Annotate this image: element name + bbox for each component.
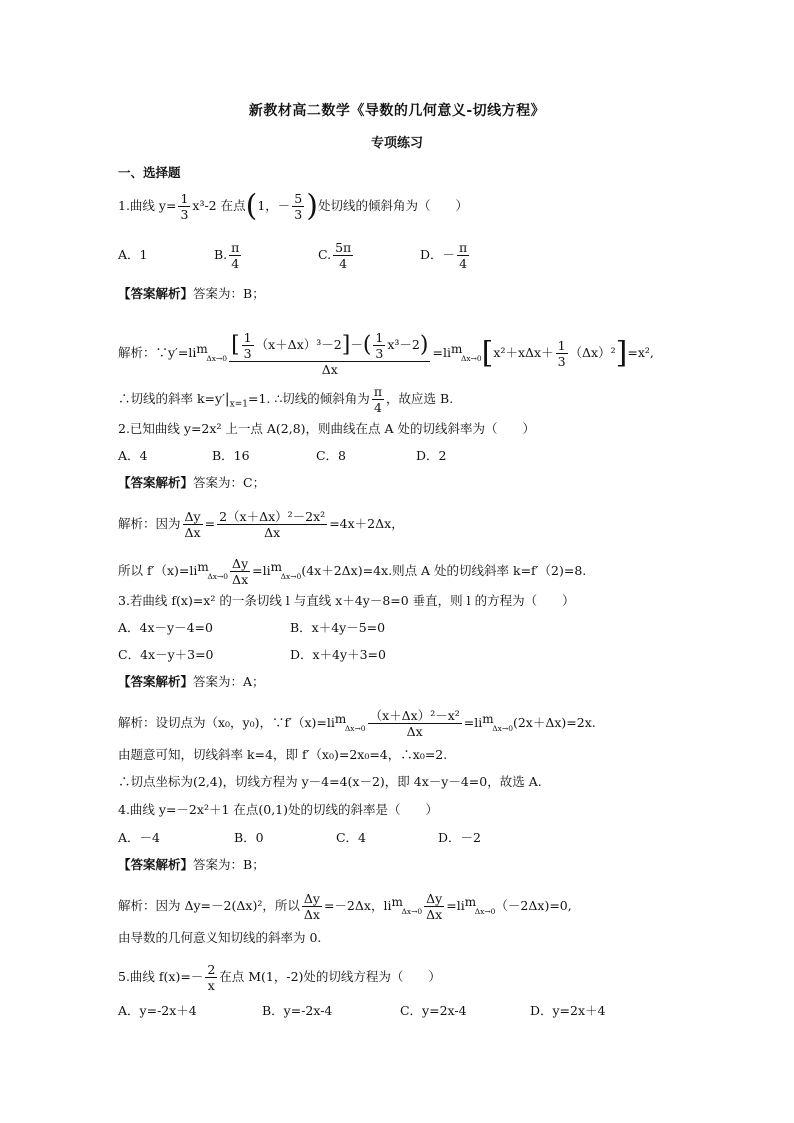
q3-solution-2: 由题意可知，切线斜率 k=4，即 f′（x₀)=2x₀=4，∴x₀=2. <box>118 747 448 762</box>
section-heading: 一、选择题 <box>118 165 181 180</box>
question-5-stem: 5.曲线 f(x)=－ $\frac{2}{x}$ 在点 M(1，-2)处的切线方程为（ ） <box>118 962 441 993</box>
q1-pt: 1，－ <box>257 198 291 213</box>
q4-solution-2: 由导数的几何意义知切线的斜率为 0. <box>118 930 322 945</box>
q1-pre: 1.曲线 y= <box>118 198 177 213</box>
question-1-stem: 1.曲线 y= $\frac{1}{3}$ x³-2 在点(1，－ $\frac{5}{3}$ )处切线的倾斜角为（ ） <box>118 188 468 224</box>
q2-option-c: C．8 <box>315 448 346 463</box>
q1-option-a: A．1 <box>118 247 148 262</box>
q2-option-b: B．16 <box>211 448 250 463</box>
question-3-stem: 3.若曲线 f(x)=x² 的一条切线 l 与直线 x＋4y－8=0 垂直，则 l 的方程为（ ） <box>118 593 575 608</box>
q2-option-d: D．2 <box>415 448 447 463</box>
q4-answer: 【答案解析】答案为：B； <box>118 857 265 872</box>
q1-pt-frac: $\frac{5}{3}$ <box>294 191 303 222</box>
document-title: 新教材高二数学《导数的几何意义-切线方程》 <box>248 103 546 119</box>
q1-solution: 解析：∵y′=lim Δx→0 [ $\frac{1}{3}$ （x＋Δx）³－2]－( $\frac{1}{3}$ x³－2) Δx =lim Δx→0 [x²＋xΔx＋ $\frac{1}{3}$ （Δx）²]=x², <box>118 330 654 377</box>
q2-solution: 解析：因为 $\frac{\Delta y}{\Delta x}$ = $\frac{\text{2（x＋Δx）²－2x²}}{\Delta x}$ =4x＋2Δx， <box>118 509 404 540</box>
question-3-options-row2 <box>118 646 386 664</box>
q1-mid: x³-2 在点 <box>192 198 246 213</box>
q4-option-c: C．4 <box>335 830 366 845</box>
q3-answer: 【答案解析】答案为：A； <box>118 674 265 689</box>
q2-answer: 【答案解析】答案为：C； <box>118 475 266 490</box>
q2-option-a: A．4 <box>118 448 148 463</box>
document-subtitle: 专项练习 <box>370 136 423 151</box>
q5-option-d: D．y=2x＋4 <box>529 1003 606 1018</box>
question-5-options <box>118 1002 605 1020</box>
q3-option-b: B．x＋4y－5=0 <box>289 620 386 635</box>
question-4-options <box>118 829 481 847</box>
q1-option-d: D．－ $\frac{\pi}{4}$ <box>419 240 468 271</box>
question-2-stem: 2.已知曲线 y=2x² 上一点 A(2,8)，则曲线在点 A 处的切线斜率为（ ） <box>118 421 536 436</box>
q2-solution-2: 所以 f′（x)=lim Δx→0 $\frac{\Delta y}{\Delta x}$ =lim Δx→0 (4x＋2Δx)=4x.则点 A 处的切线斜率 k=f′（2)=8. <box>118 556 587 587</box>
question-1-options <box>118 240 471 271</box>
q3-option-a: A．4x－y－4=0 <box>118 620 213 635</box>
q3-option-d: D．x＋4y＋3=0 <box>289 647 386 662</box>
q1-frac: $\frac{1}{3}$ <box>180 191 189 222</box>
question-3-options-row1 <box>118 619 385 637</box>
q3-solution: 解析：设切点为（x₀，y₀)，∵f′（x)=lim Δx→0 $\frac{\text{（x＋Δx）²－x²}}{\Delta x}$ =lim Δx→0 (2x＋Δx)=2x. <box>118 708 596 739</box>
q4-option-d: D．－2 <box>437 830 481 845</box>
question-2-options <box>118 447 446 465</box>
q4-option-b: B．0 <box>233 830 264 845</box>
q1-slope-line: ∴切线的斜率 $k=y'|_{x=1}=1$. ∴切线的倾斜角为 $\frac{\pi}{4}$ ，故应选 B. <box>118 384 454 415</box>
q1-answer: 【答案解析】答案为：B； <box>118 286 265 301</box>
q3-solution-3: ∴切点坐标为(2,4)，切线方程为 y－4=4(x－2)，即 4x－y－4=0，故选 A. <box>118 774 542 789</box>
q4-option-a: A．－4 <box>118 830 160 845</box>
q3-option-c: C．4x－y＋3=0 <box>118 647 214 662</box>
q5-option-a: A．y=-2x＋4 <box>118 1003 197 1018</box>
q4-solution: 解析：因为 Δy=－2(Δx)²，所以 $\frac{\Delta y}{\Delta x}$ =－2Δx，lim Δx→0 $\frac{\Delta y}{\Delta x}$ =lim Δx→0 （－2Δx)=0, <box>118 891 572 922</box>
q5-option-b: B．y=-2x-4 <box>261 1003 333 1018</box>
q5-option-c: C．y=2x-4 <box>399 1003 467 1018</box>
q1-post: 处切线的倾斜角为（ ） <box>317 198 468 213</box>
q1-option-b: B. $\frac{\pi}{4}$ <box>213 240 240 271</box>
question-4-stem: 4.曲线 y=－2x²＋1 在点(0,1)处的切线的斜率是（ ） <box>118 802 439 817</box>
q1-option-c: C. $\frac{5\pi}{4}$ <box>317 240 352 271</box>
